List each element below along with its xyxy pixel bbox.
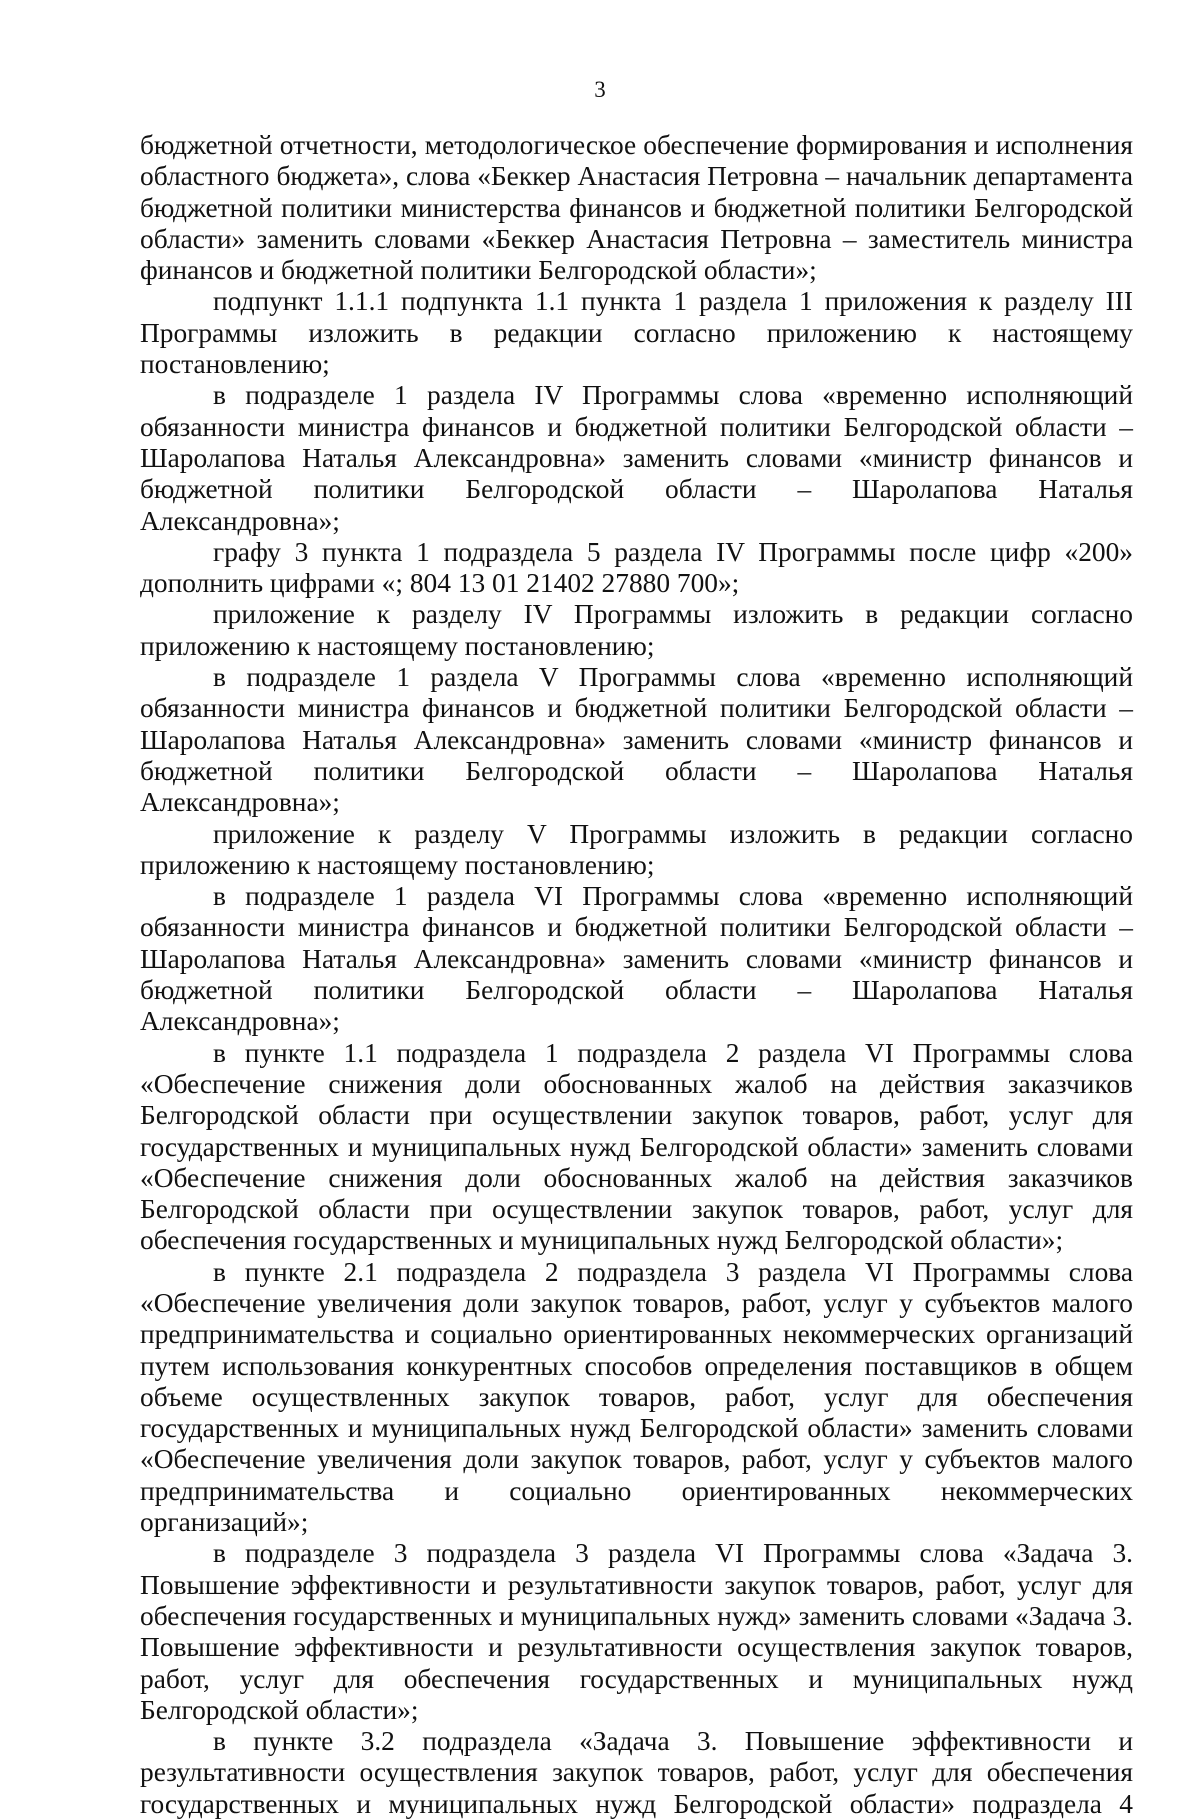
- page-number: 3: [594, 77, 606, 102]
- paragraph-continuation: бюджетной отчетности, методологическое обеспечение формирования и исполнения областного бюджета», слова «Беккер Анастасия Петровна – начальник департамента бюджетной политики министерства финансов и бюджетной политики Белгородской области» заменить словами «Беккер Анастасия Петровна – заместитель министра финансов и бюджетной политики Белгородской области»;: [140, 130, 1133, 286]
- paragraph-item-2-1: в пункте 2.1 подраздела 2 подраздела 3 раздела VI Программы слова «Обеспечение увеличения доли закупок товаров, работ, услуг у субъектов малого предпринимательства и социально ориентированных некоммерческих организаций путем использования конкурентных способов определения поставщиков в общем объеме осуществленных закупок товаров, работ, услуг для обеспечения государственных и муниципальных нужд Белгородской области» заменить словами «Обеспечение увеличения доли закупок товаров, работ, услуг у субъектов малого предпринимательства и социально ориентированных некоммерческих организаций»;: [140, 1256, 1133, 1538]
- paragraph-item-1-1: в пункте 1.1 подраздела 1 подраздела 2 раздела VI Программы слова «Обеспечение снижения доли обоснованных жалоб на действия заказчиков Белгородской области при осуществлении закупок товаров, работ, услуг для государственных и муниципальных нужд Белгородской области» заменить словами «Обеспечение снижения доли обоснованных жалоб на действия заказчиков Белгородской области при осуществлении закупок товаров, работ, услуг для обеспечения государственных и муниципальных нужд Белгородской области»;: [140, 1037, 1133, 1256]
- paragraph-section-v-subsection-1: в подразделе 1 раздела V Программы слова «временно исполняющий обязанности министра финансов и бюджетной политики Белгородской области – Шаролапова Наталья Александровна» заменить словами «министр финансов и бюджетной политики Белгородской области – Шаролапова Наталья Александровна»;: [140, 662, 1133, 818]
- paragraph-section-iv-appendix: приложение к разделу IV Программы изложить в редакции согласно приложению к настоящему постановлению;: [140, 599, 1133, 661]
- paragraph-section-iv-column-3: графу 3 пункта 1 подраздела 5 раздела IV Программы после цифр «200» дополнить цифрами «; 804 13 01 21402 27880 700»;: [140, 536, 1133, 599]
- paragraph-section-iv-subsection-1: в подразделе 1 раздела IV Программы слова «временно исполняющий обязанности министра финансов и бюджетной политики Белгородской области – Шаролапова Наталья Александровна» заменить словами «министр финансов и бюджетной политики Белгородской области – Шаролапова Наталья Александровна»;: [140, 380, 1133, 536]
- paragraph-section-vi-subsection-1: в подразделе 1 раздела VI Программы слова «временно исполняющий обязанности министра финансов и бюджетной политики Белгородской области – Шаролапова Наталья Александровна» заменить словами «министр финансов и бюджетной политики Белгородской области – Шаролапова Наталья Александровна»;: [140, 881, 1133, 1037]
- paragraph-subitem-111: подпункт 1.1.1 подпункта 1.1 пункта 1 раздела 1 приложения к разделу III Программы изложить в редакции согласно приложению к настоящему постановлению;: [140, 286, 1133, 380]
- paragraph-item-3-2: в пункте 3.2 подраздела «Задача 3. Повышение эффективности и результативности осуществления закупок товаров, работ, услуг для обеспечения государственных и муниципальных нужд Белгородской области» подраздела 4: [140, 1726, 1133, 1819]
- paragraph-section-v-appendix: приложение к разделу V Программы изложить в редакции согласно приложению к настоящему постановлению;: [140, 818, 1133, 880]
- paragraph-subsection-3-task-3: в подразделе 3 подраздела 3 раздела VI Программы слова «Задача 3. Повышение эффективности и результативности закупок товаров, работ, услуг для обеспечения государственных и муниципальных нужд» заменить словами «Задача 3. Повышение эффективности и результативности осуществления закупок товаров, работ, услуг для обеспечения государственных и муниципальных нужд Белгородской области»;: [140, 1538, 1133, 1725]
- document-body: [140, 130, 1133, 1820]
